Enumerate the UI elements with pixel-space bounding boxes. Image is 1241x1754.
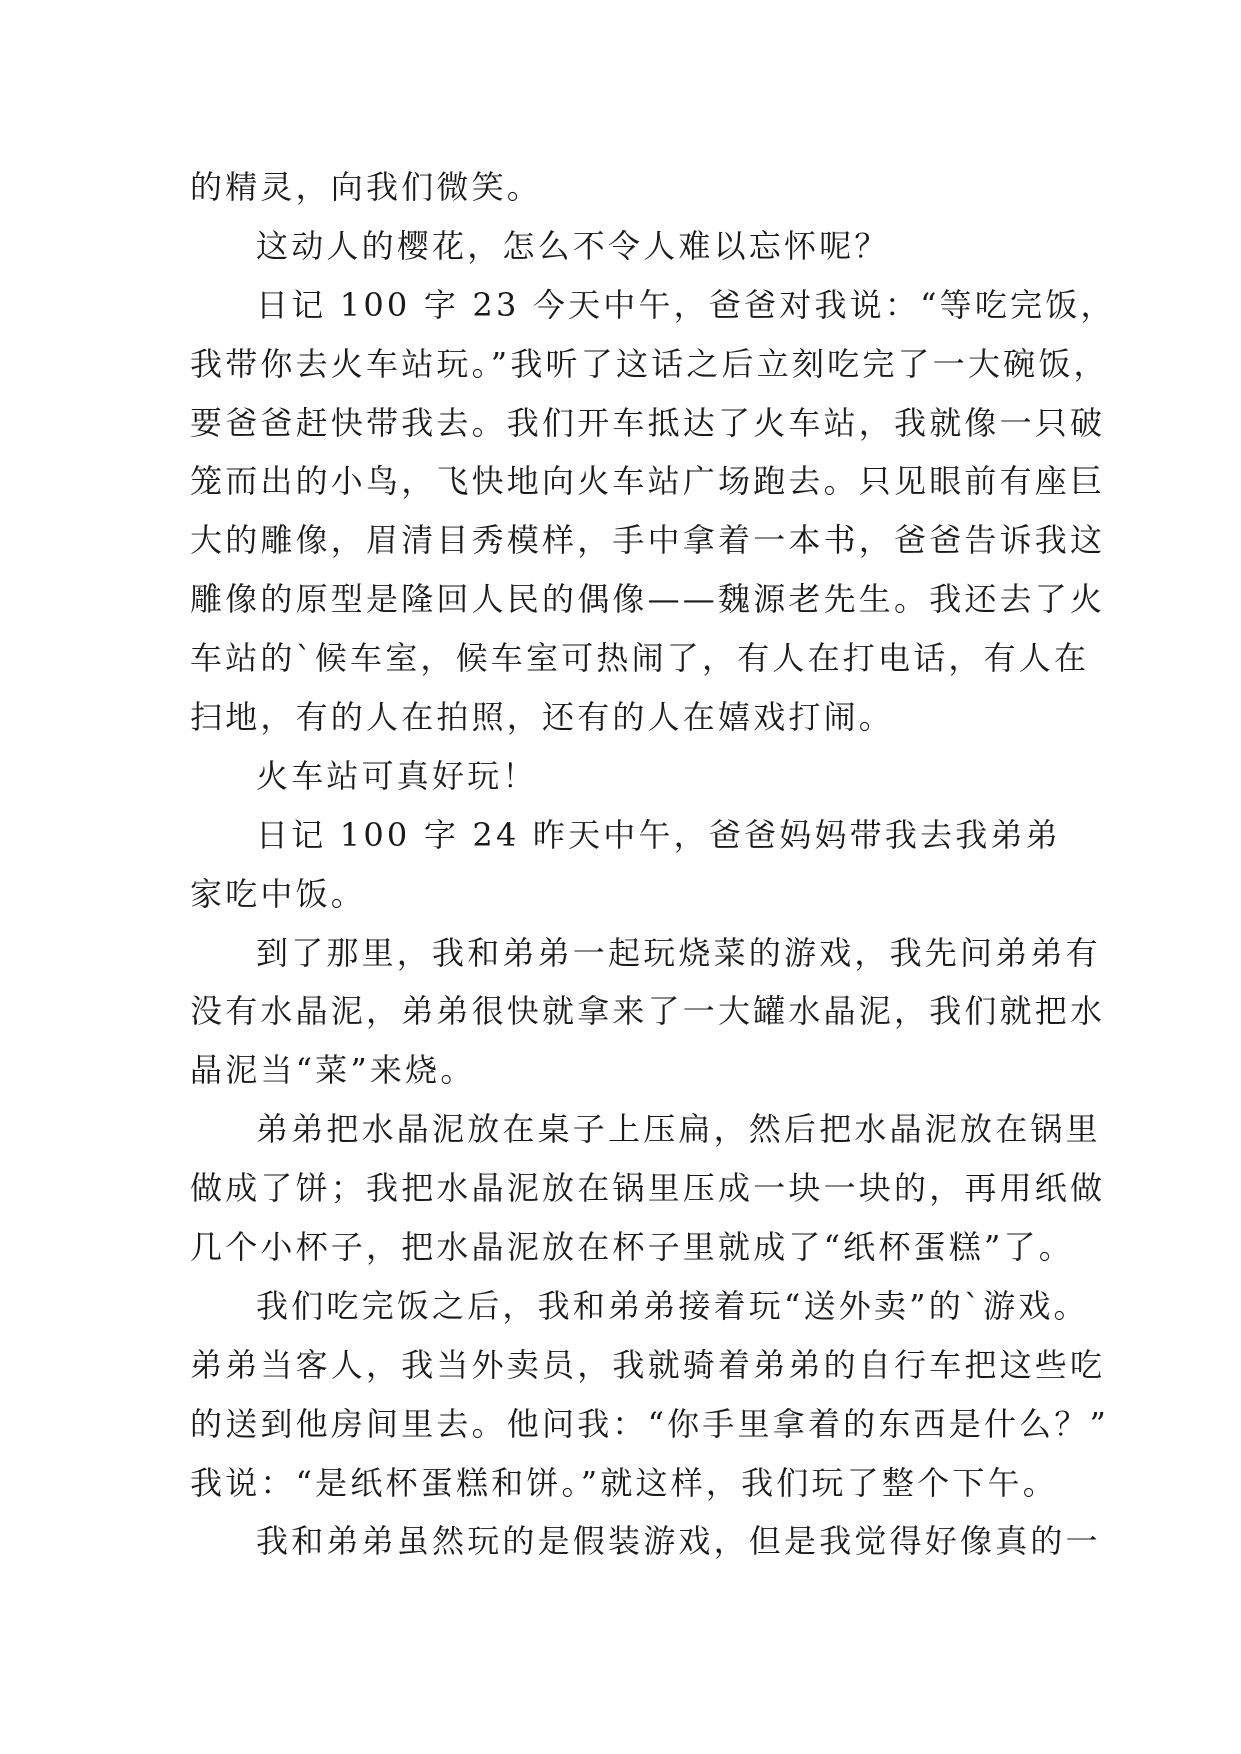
text-line-24: 我和弟弟虽然玩的是假装游戏，但是我觉得好像真的一 xyxy=(256,1522,1101,1561)
document-body xyxy=(190,158,1116,1571)
text-line-18: 做成了饼；我把水晶泥放在锅里压成一块一块的，再用纸做 xyxy=(190,1169,1106,1208)
text-line-20: 我们吃完饭之后，我和弟弟接着玩“送外卖”的`游戏。 xyxy=(256,1286,1089,1325)
text-line-14: 到了那里，我和弟弟一起玩烧菜的游戏，我先问弟弟有 xyxy=(256,933,1101,972)
text-line-16: 晶泥当“菜”来烧。 xyxy=(190,1051,476,1090)
text-line-17: 弟弟把水晶泥放在桌子上压扁，然后把水晶泥放在锅里 xyxy=(256,1110,1101,1149)
text-line-9: 车站的`候车室，候车室可热闹了，有人在打电话，有人在 xyxy=(190,639,1090,678)
text-line-22: 的送到他房间里去。他问我：“你手里拿着的东西是什么？” xyxy=(190,1404,1110,1443)
text-line-21: 弟弟当客人，我当外卖员，我就骑着弟弟的自行车把这些吃 xyxy=(190,1345,1106,1384)
text-line-7: 大的雕像，眉清目秀模样，手中拿着一本书，爸爸告诉我这 xyxy=(190,521,1106,560)
text-line-4: 我带你去火车站玩。”我听了这话之后立刻吃完了一大碗饭， xyxy=(190,344,1109,383)
text-line-6: 笼而出的小鸟，飞快地向火车站广场跑去。只见眼前有座巨 xyxy=(190,462,1106,501)
text-line-3: 日记 100 字 23 今天中午，爸爸对我说：“等吃完饭， xyxy=(256,285,1116,324)
text-line-15: 没有水晶泥，弟弟很快就拿来了一大罐水晶泥，我们就把水 xyxy=(190,992,1106,1031)
text-line-23: 我说：“是纸杯蛋糕和饼。”就这样，我们玩了整个下午。 xyxy=(190,1463,1058,1502)
text-line-2: 这动人的樱花，怎么不令人难以忘怀呢？ xyxy=(256,226,890,265)
text-line-10: 扫地，有的人在拍照，还有的人在嬉戏打闹。 xyxy=(190,698,895,737)
text-line-5: 要爸爸赶快带我去。我们开车抵达了火车站，我就像一只破 xyxy=(190,403,1106,442)
text-line-1: 的精灵，向我们微笑。 xyxy=(190,168,543,206)
text-line-12: 日记 100 字 24 昨天中午，爸爸妈妈带我去我弟弟 xyxy=(256,815,1061,854)
text-line-19: 几个小杯子，把水晶泥放在杯子里就成了“纸杯蛋糕”了。 xyxy=(190,1228,1074,1267)
text-line-8: 雕像的原型是隆回人民的偶像——魏源老先生。我还去了火 xyxy=(190,580,1106,619)
text-line-13: 家吃中饭。 xyxy=(190,874,367,913)
text-line-11: 火车站可真好玩！ xyxy=(256,756,538,795)
